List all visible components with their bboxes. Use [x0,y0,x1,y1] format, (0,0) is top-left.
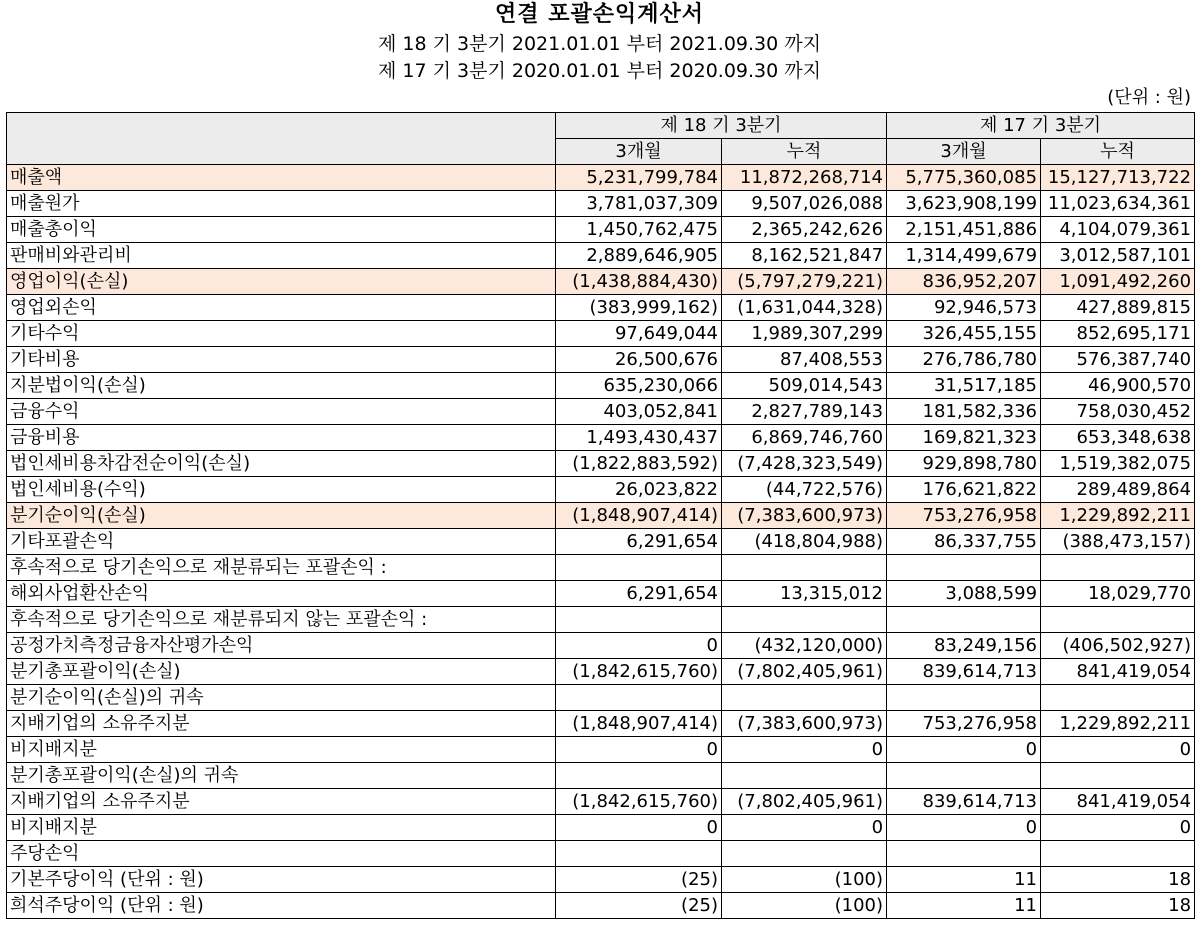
table-row [7,815,1195,841]
table-row [7,191,1195,217]
table-row [7,529,1195,555]
value-17-cumulative: (388,473,157) [1041,529,1195,555]
row-label: 분기순이익(손실) [7,503,556,529]
value-18-cumulative: (100) [722,867,887,893]
value-18-cumulative [722,685,887,711]
table-row [7,737,1195,763]
header-period-18: 제 18 기 3분기 [556,113,887,139]
value-17-cumulative: 3,012,587,101 [1041,243,1195,269]
value-17-cumulative: 1,519,382,075 [1041,451,1195,477]
value-17-cumulative: 1,229,892,211 [1041,711,1195,737]
table-row [7,347,1195,373]
row-label: 비지배지분 [7,815,556,841]
income-statement-table [6,112,1195,919]
table-row [7,581,1195,607]
value-18-three-month: 6,291,654 [556,529,722,555]
value-18-cumulative: 0 [722,737,887,763]
value-18-three-month: 3,781,037,309 [556,191,722,217]
value-17-cumulative: 852,695,171 [1041,321,1195,347]
value-18-cumulative: 1,989,307,299 [722,321,887,347]
table-row [7,295,1195,321]
value-18-three-month: 0 [556,737,722,763]
row-label: 비지배지분 [7,737,556,763]
table-row [7,451,1195,477]
period-prior: 제 17 기 3분기 2020.01.01 부터 2020.09.30 까지 [378,60,821,82]
header-18-cumulative: 누적 [722,139,887,165]
value-18-cumulative: (7,383,600,973) [722,503,887,529]
header-row-period [7,113,1195,139]
value-17-cumulative: 18,029,770 [1041,581,1195,607]
table-row [7,555,1195,581]
row-label: 분기총포괄이익(손실) [7,659,556,685]
value-17-three-month: 83,249,156 [887,633,1041,659]
value-17-three-month: 753,276,958 [887,711,1041,737]
row-label: 매출원가 [7,191,556,217]
row-label: 금융수익 [7,399,556,425]
value-18-three-month: (1,842,615,760) [556,659,722,685]
value-17-three-month: 176,621,822 [887,477,1041,503]
table-row [7,789,1195,815]
value-17-cumulative: 1,229,892,211 [1041,503,1195,529]
value-17-cumulative: 15,127,713,722 [1041,165,1195,191]
value-18-cumulative: (100) [722,893,887,919]
value-17-cumulative [1041,763,1195,789]
value-17-cumulative [1041,685,1195,711]
value-17-three-month: 31,517,185 [887,373,1041,399]
value-18-cumulative: 6,869,746,760 [722,425,887,451]
value-17-three-month: 276,786,780 [887,347,1041,373]
value-18-three-month: 26,500,676 [556,347,722,373]
table-row [7,503,1195,529]
value-18-cumulative [722,841,887,867]
value-18-three-month: 1,450,762,475 [556,217,722,243]
value-17-three-month: 5,775,360,085 [887,165,1041,191]
row-label: 분기순이익(손실)의 귀속 [7,685,556,711]
value-18-cumulative: 2,365,242,626 [722,217,887,243]
row-label: 기본주당이익 (단위 : 원) [7,867,556,893]
value-18-three-month: 5,231,799,784 [556,165,722,191]
value-18-cumulative: (7,383,600,973) [722,711,887,737]
value-18-cumulative: 0 [722,815,887,841]
table-row [7,763,1195,789]
table-row [7,659,1195,685]
value-17-three-month [887,763,1041,789]
value-17-three-month: 1,314,499,679 [887,243,1041,269]
header-18-three-month: 3개월 [556,139,722,165]
value-18-three-month: (383,999,162) [556,295,722,321]
value-17-cumulative: 0 [1041,737,1195,763]
value-17-three-month [887,555,1041,581]
row-label: 영업외손익 [7,295,556,321]
row-label: 지배기업의 소유주지분 [7,711,556,737]
header-17-cumulative: 누적 [1041,139,1195,165]
value-18-three-month: 26,023,822 [556,477,722,503]
value-18-three-month [556,763,722,789]
value-17-three-month: 326,455,155 [887,321,1041,347]
table-row [7,165,1195,191]
value-17-cumulative: 18 [1041,893,1195,919]
value-17-cumulative: 427,889,815 [1041,295,1195,321]
value-18-three-month: (1,848,907,414) [556,503,722,529]
value-18-three-month: (1,848,907,414) [556,711,722,737]
value-18-cumulative: (7,802,405,961) [722,659,887,685]
value-17-cumulative: 758,030,452 [1041,399,1195,425]
value-18-three-month [556,555,722,581]
value-18-cumulative: 87,408,553 [722,347,887,373]
value-18-three-month [556,607,722,633]
value-17-three-month [887,841,1041,867]
value-18-three-month [556,841,722,867]
table-row [7,477,1195,503]
value-17-cumulative: 841,419,054 [1041,789,1195,815]
value-17-three-month: 753,276,958 [887,503,1041,529]
row-label: 후속적으로 당기손익으로 재분류되는 포괄손익 : [7,555,556,581]
value-17-cumulative: 289,489,864 [1041,477,1195,503]
row-label: 법인세비용(수익) [7,477,556,503]
value-18-cumulative: 2,827,789,143 [722,399,887,425]
value-18-three-month: (25) [556,893,722,919]
row-label: 희석주당이익 (단위 : 원) [7,893,556,919]
value-17-three-month: 86,337,755 [887,529,1041,555]
table-row [7,685,1195,711]
value-18-cumulative: 11,872,268,714 [722,165,887,191]
table-body [7,165,1195,919]
value-18-cumulative: (44,722,576) [722,477,887,503]
value-18-cumulative: 13,315,012 [722,581,887,607]
row-label: 판매비와관리비 [7,243,556,269]
value-17-three-month [887,685,1041,711]
row-label: 기타포괄손익 [7,529,556,555]
value-17-cumulative: 18 [1041,867,1195,893]
table-row [7,841,1195,867]
value-17-cumulative: 0 [1041,815,1195,841]
value-17-three-month: 11 [887,867,1041,893]
table-row [7,399,1195,425]
row-label: 후속적으로 당기손익으로 재분류되지 않는 포괄손익 : [7,607,556,633]
unit-label: (단위 : 원) [1107,87,1191,108]
row-label: 주당손익 [7,841,556,867]
table-row [7,217,1195,243]
period-current: 제 18 기 3분기 2021.01.01 부터 2021.09.30 까지 [378,33,821,55]
value-18-three-month: (1,438,884,430) [556,269,722,295]
value-18-three-month: 403,052,841 [556,399,722,425]
row-label: 매출총이익 [7,217,556,243]
row-label: 공정가치측정금융자산평가손익 [7,633,556,659]
value-18-three-month: (1,822,883,592) [556,451,722,477]
value-18-cumulative: 509,014,543 [722,373,887,399]
row-label: 영업이익(손실) [7,269,556,295]
table-row [7,893,1195,919]
value-18-three-month: (1,842,615,760) [556,789,722,815]
value-17-cumulative: 653,348,638 [1041,425,1195,451]
value-18-three-month: 0 [556,815,722,841]
value-17-three-month: 181,582,336 [887,399,1041,425]
value-17-cumulative [1041,841,1195,867]
row-label: 지분법이익(손실) [7,373,556,399]
row-label: 기타수익 [7,321,556,347]
value-17-cumulative: (406,502,927) [1041,633,1195,659]
value-18-three-month: 97,649,044 [556,321,722,347]
value-18-three-month: 1,493,430,437 [556,425,722,451]
value-18-three-month: (25) [556,867,722,893]
value-18-three-month [556,685,722,711]
value-17-three-month [887,607,1041,633]
table-row [7,269,1195,295]
row-label: 분기총포괄이익(손실)의 귀속 [7,763,556,789]
value-17-three-month: 2,151,451,886 [887,217,1041,243]
value-18-cumulative: (7,802,405,961) [722,789,887,815]
header-17-three-month: 3개월 [887,139,1041,165]
value-18-cumulative: 9,507,026,088 [722,191,887,217]
statement-title: 연결 포괄손익계산서 [495,2,704,27]
value-18-cumulative: (418,804,988) [722,529,887,555]
value-17-three-month: 92,946,573 [887,295,1041,321]
value-17-cumulative: 11,023,634,361 [1041,191,1195,217]
table-row [7,711,1195,737]
value-17-cumulative: 1,091,492,260 [1041,269,1195,295]
value-17-three-month: 839,614,713 [887,789,1041,815]
value-18-cumulative [722,763,887,789]
value-18-cumulative: (5,797,279,221) [722,269,887,295]
header-corner-cell [7,113,556,165]
table-row [7,321,1195,347]
table-row [7,425,1195,451]
value-17-three-month: 3,088,599 [887,581,1041,607]
table-row [7,867,1195,893]
row-label: 지배기업의 소유주지분 [7,789,556,815]
value-17-three-month: 169,821,323 [887,425,1041,451]
value-18-cumulative [722,607,887,633]
value-17-three-month: 0 [887,737,1041,763]
row-label: 금융비용 [7,425,556,451]
value-17-cumulative: 576,387,740 [1041,347,1195,373]
value-17-three-month: 836,952,207 [887,269,1041,295]
row-label: 매출액 [7,165,556,191]
value-18-cumulative [722,555,887,581]
value-17-cumulative: 4,104,079,361 [1041,217,1195,243]
value-18-cumulative: (432,120,000) [722,633,887,659]
row-label: 법인세비용차감전순이익(손실) [7,451,556,477]
value-18-three-month: 2,889,646,905 [556,243,722,269]
row-label: 해외사업환산손익 [7,581,556,607]
value-17-cumulative: 841,419,054 [1041,659,1195,685]
table-row [7,633,1195,659]
value-18-three-month: 6,291,654 [556,581,722,607]
value-17-three-month: 839,614,713 [887,659,1041,685]
value-18-cumulative: 8,162,521,847 [722,243,887,269]
value-17-three-month: 3,623,908,199 [887,191,1041,217]
table-row [7,607,1195,633]
table-row [7,243,1195,269]
value-17-three-month: 0 [887,815,1041,841]
value-18-cumulative: (1,631,044,328) [722,295,887,321]
value-18-three-month: 0 [556,633,722,659]
value-17-three-month: 11 [887,893,1041,919]
value-17-cumulative [1041,555,1195,581]
value-18-cumulative: (7,428,323,549) [722,451,887,477]
value-17-cumulative [1041,607,1195,633]
value-17-cumulative: 46,900,570 [1041,373,1195,399]
row-label: 기타비용 [7,347,556,373]
value-18-three-month: 635,230,066 [556,373,722,399]
table-row [7,373,1195,399]
header-period-17: 제 17 기 3분기 [887,113,1195,139]
value-17-three-month: 929,898,780 [887,451,1041,477]
